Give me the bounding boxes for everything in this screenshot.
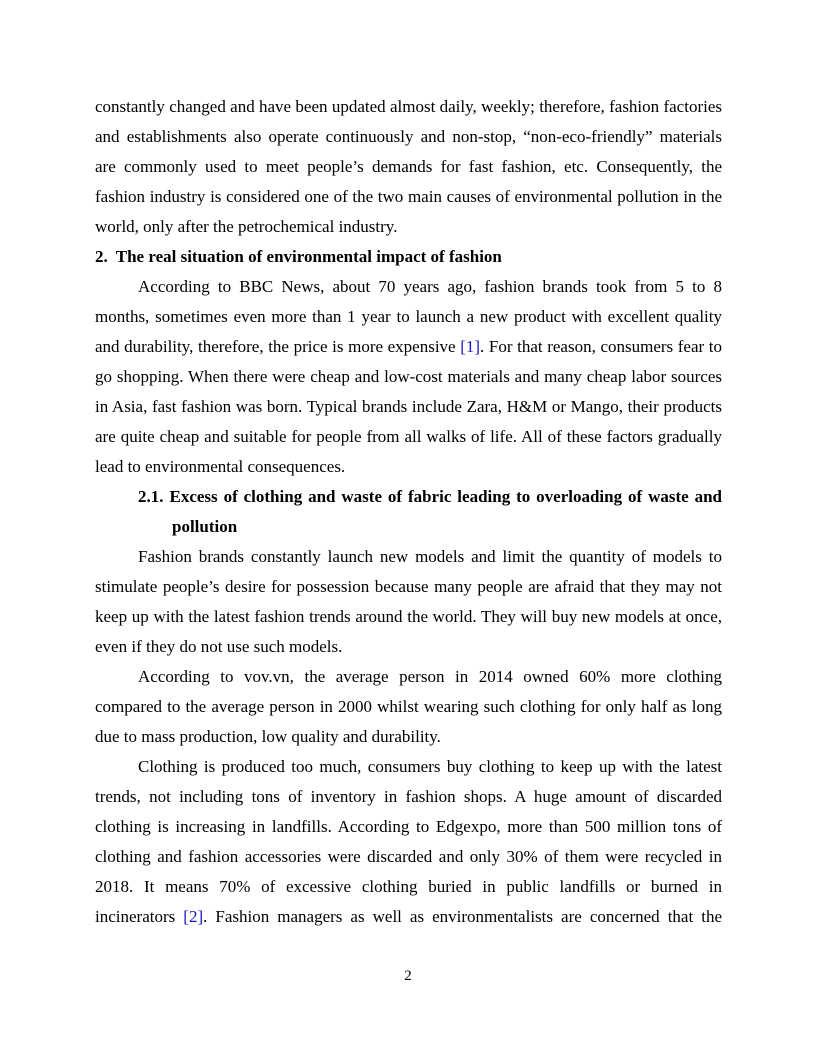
heading-text: The real situation of environmental impact of fashion [115, 247, 502, 266]
text-run: constantly changed and have been updated almost daily, weekly; therefore, fashion factories and establishments also operate continuously and non-stop, “non-eco-friendly” materials are commonly used to meet people’s demands for fast fashion, etc. Consequently, the fashion industry is considered one of the two main causes of environmental pollution in the world, only after the petrochemical industry. [95, 97, 722, 236]
heading-number: 2. [95, 247, 108, 266]
heading-number: 2.1. [138, 487, 164, 506]
subsection-heading [138, 482, 722, 542]
paragraph [95, 542, 722, 662]
text-run: Clothing is produced too much, consumers buy clothing to keep up with the latest trends, not including tons of inventory in fashion shops. A huge amount of discarded clothing is increasing in landfills. According to Edgexpo, more than 500 million tons of clothing and fashion accessories were discarded and only 30% of them were recycled in 2018. It means 70% of excessive clothing buried in public landfills or burned in incinerators [95, 757, 722, 926]
text-run: According to vov.vn, the average person in 2014 owned 60% more clothing compared to the average person in 2000 whilst wearing such clothing for only half as long due to mass production, low quality and durability. [95, 667, 722, 746]
paragraph [95, 272, 722, 482]
citation-ref[interactable]: [2] [183, 907, 204, 926]
text-run: Fashion brands constantly launch new models and limit the quantity of models to stimulate people’s desire for possession because many people are afraid that they may not keep up with the latest fashion trends around the world. They will buy new models at once, even if they do not use such models. [95, 547, 722, 656]
heading-text: Excess of clothing and waste of fabric leading to overloading of waste and pollution [169, 487, 722, 536]
paragraph [95, 752, 722, 932]
paragraph [95, 92, 722, 242]
document-body [95, 92, 722, 932]
page-number: 2 [404, 968, 412, 984]
text-run: . For that reason, consumers fear to go shopping. When there were cheap and low-cost materials and many cheap labor sources in Asia, fast fashion was born. Typical brands include Zara, H&M or Mango, their products are quite cheap and suitable for people from all walks of life. All of these factors gradually lead to environmental consequences. [95, 337, 722, 476]
citation-ref[interactable]: [1] [460, 337, 481, 356]
text-run: . Fashion managers as well as environmentalists are concerned that the [203, 907, 722, 926]
text-run: According to BBC News, about 70 years ago, fashion brands took from 5 to 8 months, sometimes even more than 1 year to launch a new product with excellent quality and durability, therefore, the price is more expensive [95, 277, 722, 356]
section-heading [95, 242, 722, 272]
page-footer [0, 966, 816, 986]
paragraph [95, 662, 722, 752]
